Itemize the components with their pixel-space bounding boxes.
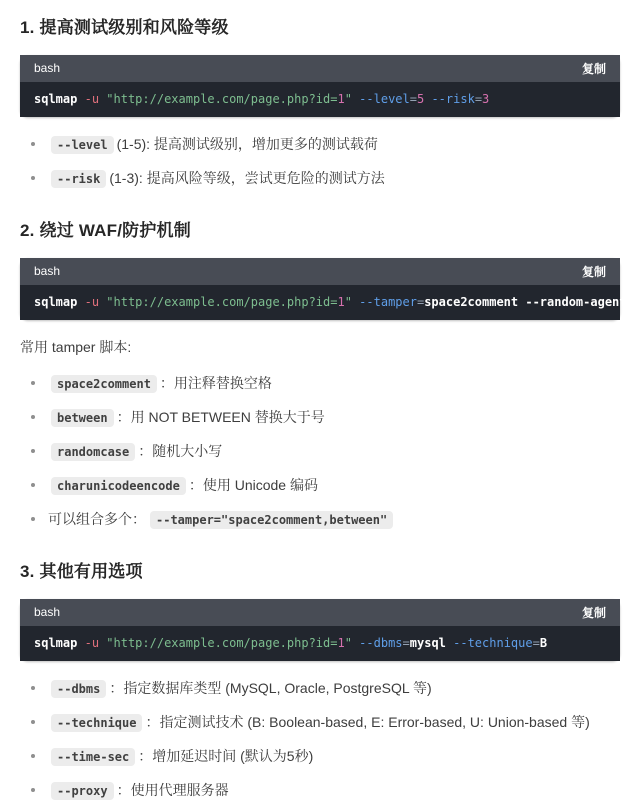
code-block-header bbox=[20, 258, 620, 285]
copy-button[interactable]: 复制 bbox=[581, 606, 606, 620]
section-other-options bbox=[20, 557, 620, 802]
code-body bbox=[20, 626, 620, 661]
section-heading: 1. 提高测试级别和风险等级 bbox=[20, 18, 229, 37]
inline-code: charunicodeencode bbox=[51, 477, 186, 495]
list-item bbox=[48, 134, 620, 156]
code-block bbox=[20, 55, 620, 117]
section-test-level bbox=[20, 13, 620, 190]
section-waf-bypass bbox=[20, 216, 627, 531]
code-block-header bbox=[20, 55, 620, 82]
inline-code: space2comment bbox=[51, 375, 157, 393]
section-heading: 2. 绕过 WAF/防护机制 bbox=[20, 221, 191, 240]
copy-button[interactable]: 复制 bbox=[581, 265, 606, 279]
code-body bbox=[20, 82, 620, 117]
bullet-text: ：指定测试技术 (B: Boolean-based, E: Error-based, U: Union-based 等) bbox=[145, 714, 590, 730]
section-heading: 3. 其他有用选项 bbox=[20, 562, 143, 581]
code-line: sqlmap -u "http://example.com/page.php?id=1" --dbms=mysql --technique=B bbox=[34, 636, 548, 650]
list-item bbox=[48, 746, 620, 768]
inline-code: randomcase bbox=[51, 443, 135, 461]
code-lang-label: bash bbox=[34, 61, 61, 75]
bullet-text: ：指定数据库类型 (MySQL, Oracle, PostgreSQL 等) bbox=[109, 680, 432, 696]
code-body bbox=[20, 285, 627, 320]
inline-code: --proxy bbox=[51, 782, 114, 800]
list-item bbox=[48, 780, 620, 802]
intro-text: 常用 tamper 脚本: bbox=[20, 339, 132, 355]
bullet-text: ：用注释替换空格 bbox=[159, 375, 272, 391]
inline-code: --time-sec bbox=[51, 748, 135, 766]
list-item bbox=[48, 441, 620, 463]
bullet-text: ：随机大小写 bbox=[138, 443, 223, 459]
code-lang-label: bash bbox=[34, 605, 61, 619]
code-block-header bbox=[20, 599, 620, 626]
inline-code: between bbox=[51, 409, 114, 427]
code-block bbox=[20, 258, 627, 320]
copy-button[interactable]: 复制 bbox=[581, 62, 606, 76]
bullet-text: ：用 NOT BETWEEN 替换大于号 bbox=[116, 409, 325, 425]
list-item bbox=[48, 509, 620, 531]
inline-code: --tamper="space2comment,between" bbox=[150, 511, 393, 529]
list-item bbox=[48, 475, 620, 497]
bullet-list bbox=[20, 373, 620, 531]
bullet-list bbox=[20, 678, 620, 802]
code-lang-label: bash bbox=[34, 264, 61, 278]
code-line: sqlmap -u "http://example.com/page.php?id=1" --tamper=space2comment --random-agent bbox=[34, 295, 627, 309]
list-item bbox=[48, 407, 620, 429]
bullet-pre-text: 可以组合多个： bbox=[48, 511, 146, 527]
inline-code: --level bbox=[51, 136, 114, 154]
list-item bbox=[48, 168, 620, 190]
bullet-text: ：增加延迟时间 (默认为5秒) bbox=[138, 748, 314, 764]
list-item bbox=[48, 712, 620, 734]
inline-code: --dbms bbox=[51, 680, 106, 698]
inline-code: --risk bbox=[51, 170, 106, 188]
bullet-text: (1-5): 提高测试级别，增加更多的测试载荷 bbox=[116, 136, 378, 152]
bullet-text: (1-3): 提高风险等级，尝试更危险的测试方法 bbox=[109, 170, 385, 186]
bullet-text: ：使用 Unicode 编码 bbox=[188, 477, 318, 493]
list-item bbox=[48, 678, 620, 700]
code-line: sqlmap -u "http://example.com/page.php?id=1" --level=5 --risk=3 bbox=[34, 92, 490, 106]
bullet-text: ：使用代理服务器 bbox=[116, 782, 229, 798]
code-block bbox=[20, 599, 620, 661]
bullet-list bbox=[20, 134, 620, 190]
inline-code: --technique bbox=[51, 714, 142, 732]
list-item bbox=[48, 373, 620, 395]
